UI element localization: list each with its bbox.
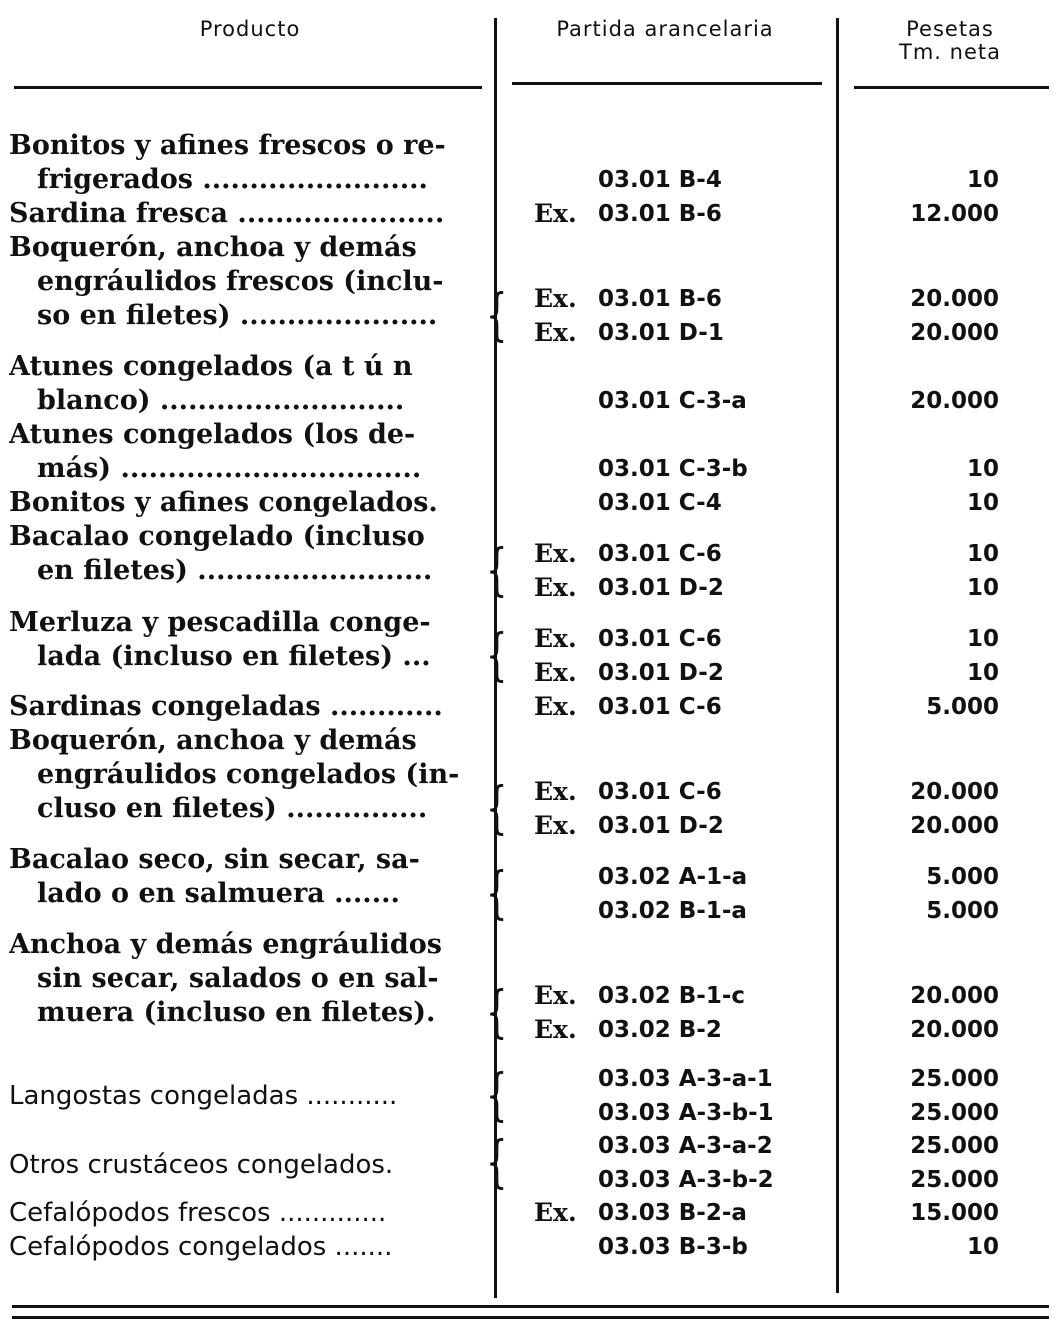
tariff-code: 03.03 B-3-b xyxy=(598,1234,748,1260)
tariff-code: 03.01 C-3-b xyxy=(598,456,748,482)
product-name-line: Merluza y pescadilla conge- xyxy=(9,607,431,638)
ex-prefix: Ex. xyxy=(534,777,577,806)
pesetas-value: 12.000 xyxy=(910,201,999,227)
tariff-code: 03.03 B-2-a xyxy=(598,1200,747,1226)
tariff-code: 03.03 A-3-a-1 xyxy=(598,1066,773,1092)
pesetas-value: 20.000 xyxy=(910,320,999,346)
product-name xyxy=(9,231,479,333)
pesetas-value: 5.000 xyxy=(926,898,999,924)
product-name-line: Sardinas congeladas ............ xyxy=(9,691,443,722)
product-name-line: Bonitos y afines frescos o re- xyxy=(9,130,446,161)
pesetas-value: 5.000 xyxy=(926,864,999,890)
ex-prefix: Ex. xyxy=(534,658,577,687)
header-pesetas xyxy=(850,18,1050,64)
product-name xyxy=(9,1079,479,1113)
ex-prefix: Ex. xyxy=(534,318,577,347)
header-pesetas-line1: Pesetas xyxy=(906,17,994,41)
pesetas-value: 20.000 xyxy=(910,779,999,805)
pesetas-value: 10 xyxy=(966,541,999,567)
pesetas-value: 20.000 xyxy=(910,1017,999,1043)
pesetas-value: 25.000 xyxy=(910,1066,999,1092)
product-name-line: Bacalao seco, sin secar, sa- xyxy=(9,844,420,875)
product-name-line: Anchoa y demás engráulidos xyxy=(9,929,443,960)
product-name-line: en filetes) ......................... xyxy=(37,555,433,586)
product-name-line: cluso en filetes) ............... xyxy=(37,793,428,824)
tariff-code: 03.01 D-2 xyxy=(598,813,724,839)
product-name-line: Cefalópodos congelados ....... xyxy=(9,1232,393,1262)
ex-prefix: Ex. xyxy=(534,981,577,1010)
tariff-code: 03.01 C-6 xyxy=(598,779,722,805)
product-name xyxy=(9,418,479,486)
product-name xyxy=(9,606,479,674)
product-name-line: Atunes congelados (los de- xyxy=(9,419,416,450)
bottom-rule-2 xyxy=(12,1316,1049,1319)
pesetas-value: 25.000 xyxy=(910,1133,999,1159)
pesetas-value: 20.000 xyxy=(910,286,999,312)
product-name-line: blanco) .......................... xyxy=(37,385,405,416)
tariff-code: 03.01 C-6 xyxy=(598,541,722,567)
pesetas-value: 20.000 xyxy=(910,388,999,414)
header-rule-pesetas xyxy=(854,86,1049,89)
bottom-rule-1 xyxy=(12,1305,1049,1308)
product-name-line: Langostas congeladas ........... xyxy=(9,1081,398,1111)
product-name-line: frigerados ........................ xyxy=(37,164,428,195)
header-rule-partida xyxy=(512,82,822,85)
pesetas-value: 10 xyxy=(966,490,999,516)
product-name xyxy=(9,1230,479,1264)
ex-prefix: Ex. xyxy=(534,1198,577,1227)
tariff-code: 03.03 A-3-a-2 xyxy=(598,1133,773,1159)
tariff-code: 03.01 D-2 xyxy=(598,660,724,686)
ex-prefix: Ex. xyxy=(534,811,577,840)
tariff-code: 03.01 C-3-a xyxy=(598,388,747,414)
product-name-line: Sardina fresca ...................... xyxy=(9,198,445,229)
tariff-code: 03.02 B-1-c xyxy=(598,983,746,1009)
header-partida: Partida arancelaria xyxy=(556,17,774,41)
ex-prefix: Ex. xyxy=(534,539,577,568)
tariff-code: 03.01 D-2 xyxy=(598,575,724,601)
product-name xyxy=(9,129,479,197)
brace-icon: { xyxy=(486,776,508,841)
pesetas-value: 15.000 xyxy=(910,1200,999,1226)
product-name-line: Bonitos y afines congelados. xyxy=(9,487,438,518)
product-name xyxy=(9,350,479,418)
product-name-line: lada (incluso en filetes) ... xyxy=(37,641,431,672)
tariff-code: 03.02 A-1-a xyxy=(598,864,748,890)
pesetas-value: 10 xyxy=(966,626,999,652)
tariff-code: 03.03 A-3-b-1 xyxy=(598,1100,774,1126)
product-name xyxy=(9,486,479,520)
ex-prefix: Ex. xyxy=(534,199,577,228)
pesetas-value: 20.000 xyxy=(910,813,999,839)
product-name-line: lado o en salmuera ....... xyxy=(37,878,400,909)
pesetas-value: 10 xyxy=(966,575,999,601)
column-divider-2 xyxy=(836,18,839,1293)
brace-icon: { xyxy=(486,283,508,348)
product-name xyxy=(9,197,479,231)
ex-prefix: Ex. xyxy=(534,284,577,313)
pesetas-value: 25.000 xyxy=(910,1100,999,1126)
product-name-line: Otros crustáceos congelados. xyxy=(9,1150,394,1180)
brace-icon: { xyxy=(486,538,508,603)
product-name-line: engráulidos congelados (in- xyxy=(37,759,460,790)
brace-icon: { xyxy=(486,1130,508,1195)
product-name xyxy=(9,928,479,1030)
brace-icon: { xyxy=(486,623,508,688)
tariff-code: 03.01 B-4 xyxy=(598,167,722,193)
pesetas-value: 25.000 xyxy=(910,1167,999,1193)
pesetas-value: 10 xyxy=(966,660,999,686)
brace-icon: { xyxy=(486,861,508,926)
brace-icon: { xyxy=(486,1063,508,1128)
product-name xyxy=(9,1148,479,1182)
product-name-line: Boquerón, anchoa y demás xyxy=(9,232,417,263)
ex-prefix: Ex. xyxy=(534,573,577,602)
ex-prefix: Ex. xyxy=(534,692,577,721)
ex-prefix: Ex. xyxy=(534,1015,577,1044)
product-name-line: Boquerón, anchoa y demás xyxy=(9,725,417,756)
pesetas-value: 10 xyxy=(966,167,999,193)
ex-prefix: Ex. xyxy=(534,624,577,653)
tariff-code: 03.01 B-6 xyxy=(598,286,722,312)
product-name-line: Bacalao congelado (incluso xyxy=(9,521,425,552)
product-name xyxy=(9,843,479,911)
product-name-line: más) ................................ xyxy=(37,453,422,484)
tariff-code: 03.01 C-4 xyxy=(598,490,722,516)
product-name xyxy=(9,690,479,724)
product-name-line: Atunes congelados (a t ú n xyxy=(9,351,413,382)
pesetas-value: 10 xyxy=(966,1234,999,1260)
product-name-line: so en filetes) ..................... xyxy=(37,300,438,331)
product-name xyxy=(9,520,479,588)
product-name-line: engráulidos frescos (inclu- xyxy=(37,266,444,297)
tariff-code: 03.01 C-6 xyxy=(598,626,722,652)
header-pesetas-line2: Tm. neta xyxy=(899,40,1001,64)
product-name xyxy=(9,1196,479,1230)
tariff-code: 03.02 B-1-a xyxy=(598,898,747,924)
product-name xyxy=(9,724,479,826)
header-producto: Producto xyxy=(199,17,301,41)
tariff-code: 03.02 B-2 xyxy=(598,1017,722,1043)
product-name-line: sin secar, salados o en sal- xyxy=(37,963,439,994)
tariff-code: 03.01 D-1 xyxy=(598,320,724,346)
product-name-line: muera (incluso en filetes). xyxy=(37,997,436,1028)
brace-icon: { xyxy=(486,980,508,1045)
header-rule-producto xyxy=(14,86,482,89)
product-name-line: Cefalópodos frescos ............. xyxy=(9,1198,387,1228)
tariff-code: 03.03 A-3-b-2 xyxy=(598,1167,774,1193)
pesetas-value: 20.000 xyxy=(910,983,999,1009)
tariff-code: 03.01 C-6 xyxy=(598,694,722,720)
tariff-code: 03.01 B-6 xyxy=(598,201,722,227)
pesetas-value: 10 xyxy=(966,456,999,482)
pesetas-value: 5.000 xyxy=(926,694,999,720)
